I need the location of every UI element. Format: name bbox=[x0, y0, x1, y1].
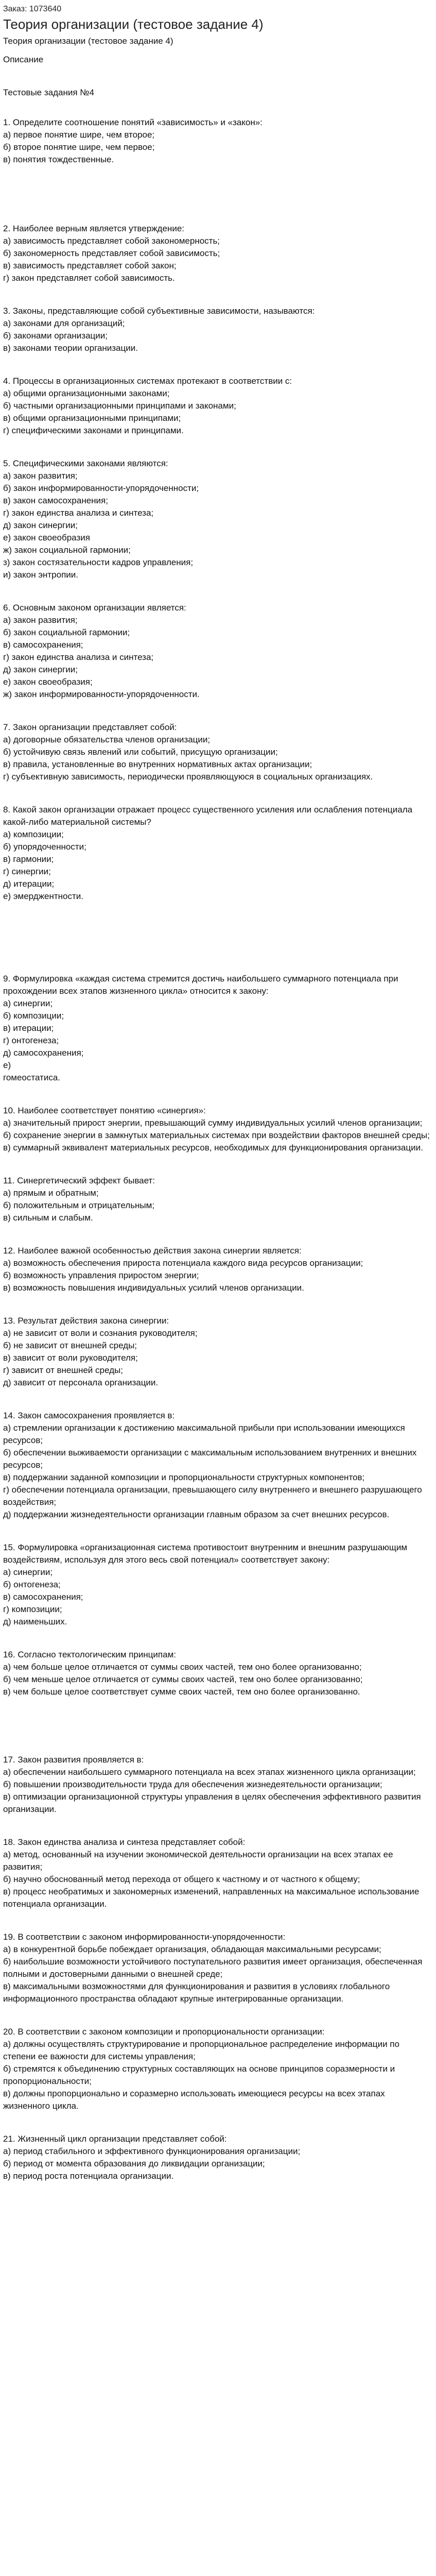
answer-option: а) значительный прирост энергии, превышающий сумму индивидуальных усилий членов организации; bbox=[3, 1118, 423, 1128]
answer-option: б) упорядоченности; bbox=[3, 842, 86, 852]
answer-option: в) суммарный эквивалент материальных ресурсов, необходимых для функционирования организации. bbox=[3, 1143, 423, 1153]
question-text: 11. Синергетический эффект бывает: bbox=[3, 1176, 155, 1185]
answer-option: в) законами теории организации. bbox=[3, 343, 138, 353]
question-text: 4. Процессы в организационных системах протекают в соответствии с: bbox=[3, 376, 292, 386]
answer-option: в) гармонии; bbox=[3, 854, 54, 864]
answer-option: ж) закон информированности-упорядоченности. bbox=[3, 689, 200, 699]
answer-option: а) обеспечении наибольшего суммарного потенциала на всех этапах жизненного цикла организации; bbox=[3, 1767, 416, 1777]
answer-option: е) эмерджентности. bbox=[3, 891, 83, 901]
answer-option: б) второе понятие шире, чем первое; bbox=[3, 142, 155, 152]
answer-option: б) период от момента образования до ликвидации организации; bbox=[3, 2159, 265, 2168]
answer-option: а) договорные обязательства членов организации; bbox=[3, 735, 211, 744]
answer-option: б) стремятся к объединению структурных составляющих на основе принципов соразмерности и пропорциональности; bbox=[3, 2064, 397, 2086]
question-text: 2. Наиболее верным является утверждение: bbox=[3, 224, 184, 233]
answer-option: д) самосохранения; bbox=[3, 1048, 84, 1058]
answer-option: гомеостатиса. bbox=[3, 1073, 61, 1082]
question-block bbox=[3, 375, 433, 437]
question-block bbox=[3, 602, 433, 701]
answer-option: в) самосохранения; bbox=[3, 640, 83, 650]
question-block bbox=[3, 1931, 433, 2005]
answer-option: б) закон социальной гармонии; bbox=[3, 628, 130, 637]
answer-option: в) процесс необратимых и закономерных изменений, направленных на максимальное использование потенциала организации. bbox=[3, 1887, 422, 1909]
answer-option: г) зависит от внешней среды; bbox=[3, 1365, 123, 1375]
answer-option: б) не зависит от внешней среды; bbox=[3, 1341, 137, 1350]
question-text: 20. В соответствии с законом композиции и пропорциональности организации: bbox=[3, 2027, 325, 2037]
answer-option: в) сильным и слабым. bbox=[3, 1213, 93, 1223]
question-block bbox=[3, 1649, 433, 1698]
answer-option: д) итерации; bbox=[3, 879, 55, 889]
question-text: 12. Наиболее важной особенностью действия закона синергии является: bbox=[3, 1246, 302, 1256]
answer-option: г) закон единства анализа и синтеза; bbox=[3, 652, 154, 662]
answer-option: в) общими организационными принципами; bbox=[3, 413, 181, 423]
answer-option: в) должны пропорционально и соразмерно использовать имеющиеся ресурсы на всех этапах жизненного цикла. bbox=[3, 2089, 388, 2111]
answer-option: б) онтогенеза; bbox=[3, 1580, 61, 1589]
question-block bbox=[3, 1175, 433, 1224]
answer-option: е) bbox=[3, 1060, 11, 1070]
answer-option: д) закон синергии; bbox=[3, 665, 78, 674]
order-number: Заказ: 1073640 bbox=[3, 5, 62, 13]
question-text: 14. Закон самосохранения проявляется в: bbox=[3, 1411, 175, 1420]
question-text: 8. Какой закон организации отражает процесс существенного усиления или ослабления потенциала какой-либо материальной системы? bbox=[3, 805, 415, 827]
question-block bbox=[3, 721, 433, 783]
answer-option: е) закон своеобразия bbox=[3, 533, 90, 543]
answer-option: б) закон информированности-упорядоченности; bbox=[3, 483, 199, 493]
answer-option: а) закон развития; bbox=[3, 471, 78, 481]
question-block bbox=[3, 1105, 433, 1154]
answer-option: а) период стабильного и эффективного функционирования организации; bbox=[3, 2146, 301, 2156]
answer-option: а) не зависит от воли и сознания руководителя; bbox=[3, 1328, 198, 1338]
question-text: 17. Закон развития проявляется в: bbox=[3, 1755, 144, 1765]
answer-option: а) первое понятие шире, чем второе; bbox=[3, 130, 155, 140]
answer-option: б) возможность управления приростом энергии; bbox=[3, 1270, 199, 1280]
question-block bbox=[3, 1836, 433, 1910]
answer-option: з) закон состязательности кадров управления; bbox=[3, 557, 194, 567]
answer-option: б) научно обоснованный метод перехода от общего к частному и от частного к общему; bbox=[3, 1874, 360, 1884]
question-text: 10. Наиболее соответствует понятию «синергия»: bbox=[3, 1106, 206, 1115]
question-block bbox=[3, 1410, 433, 1521]
question-list bbox=[3, 116, 433, 2182]
question-block bbox=[3, 457, 433, 581]
answer-option: д) закон синергии; bbox=[3, 520, 78, 530]
question-text: 16. Согласно тектологическим принципам: bbox=[3, 1650, 176, 1659]
answer-option: а) метод, основанный на изучении экономической деятельности организации на всех этапах ее развития; bbox=[3, 1850, 396, 1872]
answer-option: б) наибольшие возможности устойчивого поступательного развития имеет организация, обеспеченная полными и достоверными данными о внешней среде; bbox=[3, 1957, 425, 1979]
answer-option: в) возможность повышения индивидуальных усилий членов организации. bbox=[3, 1283, 304, 1293]
answer-option: д) поддержании жизнедеятельности организации главным образом за счет внешних ресурсов. bbox=[3, 1510, 390, 1519]
tests-title: Тестовые задания №4 bbox=[3, 88, 94, 97]
question-text: 9. Формулировка «каждая система стремится достичь наибольшего суммарного потенциала при прохождении всех этапов жизненного цикла» относится к закону: bbox=[3, 974, 401, 996]
question-block bbox=[3, 1315, 433, 1389]
question-block bbox=[3, 804, 433, 903]
question-block bbox=[3, 1245, 433, 1294]
answer-option: г) закон единства анализа и синтеза; bbox=[3, 508, 154, 518]
answer-option: а) синергии; bbox=[3, 998, 53, 1008]
question-block bbox=[3, 223, 433, 284]
answer-option: в) зависит от воли руководителя; bbox=[3, 1353, 138, 1363]
question-text: 18. Закон единства анализа и синтеза представляет собой: bbox=[3, 1837, 246, 1847]
question-text: 13. Результат действия закона синергии: bbox=[3, 1316, 169, 1326]
answer-option: а) законами для организаций; bbox=[3, 318, 125, 328]
answer-option: г) субъективную зависимость, периодически проявляющуюся в социальных организациях. bbox=[3, 772, 373, 782]
answer-option: б) повышении производительности труда для обеспечения жизнедеятельности организации; bbox=[3, 1780, 382, 1789]
question-text: 19. В соответствии с законом информированности-упорядоченности: bbox=[3, 1932, 286, 1942]
answer-option: а) прямым и обратным; bbox=[3, 1188, 99, 1198]
answer-option: г) обеспечении потенциала организации, превышающего силу внутреннего и внешнего разрушающего воздействия; bbox=[3, 1485, 425, 1507]
answer-option: б) закономерность представляет собой зависимость; bbox=[3, 248, 220, 258]
question-text: 15. Формулировка «организационная система противостоит внутренним и внешним разрушающим воздействиям, используя для этого весь свой потенциал» соответствует закону: bbox=[3, 1543, 410, 1565]
answer-option: и) закон энтропии. bbox=[3, 570, 79, 580]
answer-option: б) чем меньше целое отличается от суммы своих частей, тем оно более организованно; bbox=[3, 1674, 363, 1684]
answer-option: а) закон развития; bbox=[3, 615, 78, 625]
answer-option: б) сохранение энергии в замкнутых материальных системах при воздействии факторов внешней среды; bbox=[3, 1130, 430, 1140]
answer-option: д) наименьших. bbox=[3, 1617, 67, 1626]
page-title: Теория организации (тестовое задание 4) bbox=[3, 16, 264, 32]
question-block bbox=[3, 2026, 433, 2112]
answer-option: б) законами организации; bbox=[3, 331, 108, 341]
question-block bbox=[3, 305, 433, 354]
answer-option: в) оптимизации организационной структуры управления в целях обеспечения эффективного развития организации. bbox=[3, 1792, 424, 1814]
question-text: 3. Законы, представляющие собой субъективные зависимости, называются: bbox=[3, 306, 315, 316]
question-block bbox=[3, 1754, 433, 1816]
answer-option: а) возможность обеспечения прироста потенциала каждого вида ресурсов организации; bbox=[3, 1258, 363, 1268]
answer-option: в) правила, установленные во внутренних нормативных актах организации; bbox=[3, 759, 312, 769]
answer-option: а) зависимость представляет собой закономерность; bbox=[3, 236, 220, 246]
answer-option: в) итерации; bbox=[3, 1023, 54, 1033]
answer-option: в) понятия тождественные. bbox=[3, 155, 114, 164]
question-text: 21. Жизненный цикл организации представляет собой: bbox=[3, 2134, 227, 2144]
answer-option: б) обеспечении выживаемости организации с максимальным использованием внутренних и внешних ресурсов; bbox=[3, 1448, 419, 1470]
page-subtitle: Теория организации (тестовое задание 4) bbox=[3, 36, 173, 46]
answer-option: в) самосохранения; bbox=[3, 1592, 83, 1602]
answer-option: а) чем больше целое отличается от суммы своих частей, тем оно более организованно; bbox=[3, 1662, 362, 1672]
answer-option: г) специфическими законами и принципами. bbox=[3, 426, 184, 435]
answer-option: б) частными организационными принципами и законами; bbox=[3, 401, 236, 411]
answer-option: г) синергии; bbox=[3, 867, 51, 876]
answer-option: а) в конкурентной борьбе побеждает организация, обладающая максимальными ресурсами; bbox=[3, 1944, 381, 1954]
answer-option: б) положительным и отрицательным; bbox=[3, 1200, 155, 1210]
answer-option: в) поддержании заданной композиции и пропорциональности структурных компонентов; bbox=[3, 1472, 365, 1482]
question-text: 1. Определите соотношение понятий «зависимость» и «закон»: bbox=[3, 117, 263, 127]
question-block bbox=[3, 973, 433, 1084]
answer-option: г) онтогенеза; bbox=[3, 1036, 59, 1045]
answer-option: б) устойчивую связь явлений или событий, присущую организации; bbox=[3, 747, 278, 757]
answer-option: а) общими организационными законами; bbox=[3, 388, 170, 398]
answer-option: ж) закон социальной гармонии; bbox=[3, 545, 131, 555]
question-block bbox=[3, 2133, 433, 2182]
question-text: 6. Основным законом организации является: bbox=[3, 603, 186, 613]
answer-option: а) должны осуществлять структурирование и пропорциональное распределение информации по степени ее важности для системы управления; bbox=[3, 2039, 402, 2061]
answer-option: в) период роста потенциала организации. bbox=[3, 2171, 174, 2181]
answer-option: в) чем больше целое соответствует сумме своих частей, тем оно более организованно. bbox=[3, 1687, 360, 1697]
answer-option: е) закон своеобразия; bbox=[3, 677, 93, 687]
question-block bbox=[3, 1541, 433, 1628]
answer-option: г) закон представляет собой зависимость. bbox=[3, 273, 175, 283]
description-label: Описание bbox=[3, 55, 44, 64]
question-text: 5. Специфическими законами являются: bbox=[3, 459, 168, 468]
answer-option: г) композиции; bbox=[3, 1604, 62, 1614]
question-block bbox=[3, 116, 433, 166]
answer-option: в) максимальными возможностями для функционирования и развития в условиях глобального информационного пространства обладают крупные интегрированные организации. bbox=[3, 1981, 392, 2004]
answer-option: б) композиции; bbox=[3, 1011, 64, 1021]
answer-option: а) стремлении организации к достижению максимальной прибыли при использовании имеющихся ресурсов; bbox=[3, 1423, 408, 1445]
answer-option: а) композиции; bbox=[3, 829, 64, 839]
answer-option: а) синергии; bbox=[3, 1567, 53, 1577]
question-text: 7. Закон организации представляет собой: bbox=[3, 722, 177, 732]
answer-option: в) зависимость представляет собой закон; bbox=[3, 261, 177, 270]
answer-option: в) закон самосохранения; bbox=[3, 496, 108, 505]
answer-option: д) зависит от персонала организации. bbox=[3, 1378, 159, 1387]
